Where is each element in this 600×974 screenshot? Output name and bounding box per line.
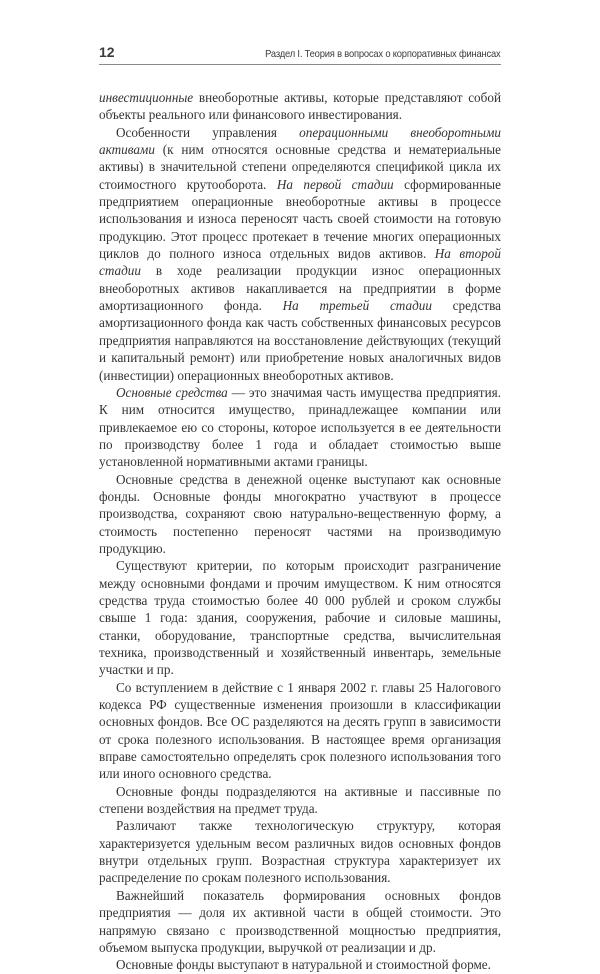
paragraph (99, 679, 501, 783)
emphasized-term: На второй стадии (99, 246, 501, 279)
text-run: Существуют критерии, по которым происходит разграничение между основными фондами и прочим имуществом. К ним относятся средства труда стоимостью более 40 000 рублей и сроком службы свыше 1 года: здания, сооружения, рабочие и силовые машины, станки, оборудование, транспортные средства, вычислительная техника, производственный и хозяйственный инвентарь, земельные участки и пр. (99, 558, 501, 678)
paragraph (99, 89, 501, 124)
paragraph (99, 817, 501, 886)
paragraph (99, 124, 501, 384)
emphasized-term: инвестиционные (99, 90, 194, 105)
text-run: Основные фонды подразделяются на активные и пассивные по степени воздействия на предмет труда. (99, 783, 501, 817)
paragraph (99, 887, 501, 956)
text-run: Основные фонды выступают в натуральной и стоимостной форме. (116, 957, 491, 973)
emphasized-term: На третьей стадии (282, 298, 432, 314)
section-title: Раздел I. Теория в вопросах о корпоративных финансах (265, 49, 501, 60)
text-run: Со вступлением в действие с 1 января 2002 г. главы 25 Налогового кодекса РФ существенные изменения произошли в классификации основных фондов. Все ОС разделяются на десять групп в зависимости от срока полезного использования. В настоящее время организация вправе самостоятельно определять срок полезного использования того или иного основного средства. (99, 679, 501, 782)
paragraph (99, 956, 501, 973)
text-run: Основные средства в денежной оценке выступают как основные фонды. Основные фонды многократно участвуют в процессе производства, сохраняют свою натурально-вещественную форму, а стоимость постепенно переносят частями на производимую продукцию. (99, 471, 501, 556)
text-run: внеоборотные активы, которые представляют собой объекты реального или финансового инвестирования. (99, 90, 501, 123)
body-text (99, 89, 501, 974)
paragraph (99, 471, 501, 558)
text-run: сформированные предприятием операционные внеоборотные активы в процессе использования и износа переносят часть своей стоимости на готовую продукцию. Этот процесс протекает в течение многих операционных циклов до полного износа отдельных видов активов. (99, 176, 501, 262)
paragraph (99, 384, 501, 471)
emphasized-term: операционными внеоборотными активами (99, 124, 501, 158)
text-run: в ходе реализации продукции износ операционных внеоборотных активов накапливается на предприятии в форме амортизационного фонда. (99, 263, 501, 314)
page-number: 12 (99, 44, 115, 60)
text-run: — это значимая часть имущества предприятия. К ним относится имущество, принадлежащее компании или привлекаемое ею со стороны, которое используется в ее деятельности по производству более 1 года и обладает стоимостью выше установленной нормативными актами границы. (99, 384, 501, 470)
paragraph (99, 783, 501, 818)
text-run: Важнейший показатель формирования основных фондов предприятия — доля их активной части в общей стоимости. Это напрямую связано с производственной мощностью предприятия, объемом выпуска продукции, выручкой от реализации и др. (99, 887, 501, 955)
emphasized-term: Основные средства (116, 384, 228, 400)
book-page (99, 44, 501, 974)
text-run: (к ним относятся основные средства и нематериальные активы) в значительной степени определяются спецификой цикла их стоимостного крутооборота. (99, 142, 501, 192)
text-run: средства амортизационного фонда как часть собственных финансовых ресурсов предприятия направляются на восстановление действующих (текущий и капитальный ремонт) или приобретение новых аналогичных видов (инвестиции) операционных внеоборотных активов. (99, 298, 501, 383)
running-header (99, 44, 501, 65)
paragraph (99, 557, 501, 678)
emphasized-term: На первой стадии (276, 176, 394, 192)
text-run: Различают также технологическую структуру, которая характеризуется удельным весом различных видов основных фондов внутри отдельных групп. Возрастная структура характеризует их распределение по срокам полезного использования. (99, 818, 501, 886)
text-run: Особенности управления (116, 124, 300, 140)
